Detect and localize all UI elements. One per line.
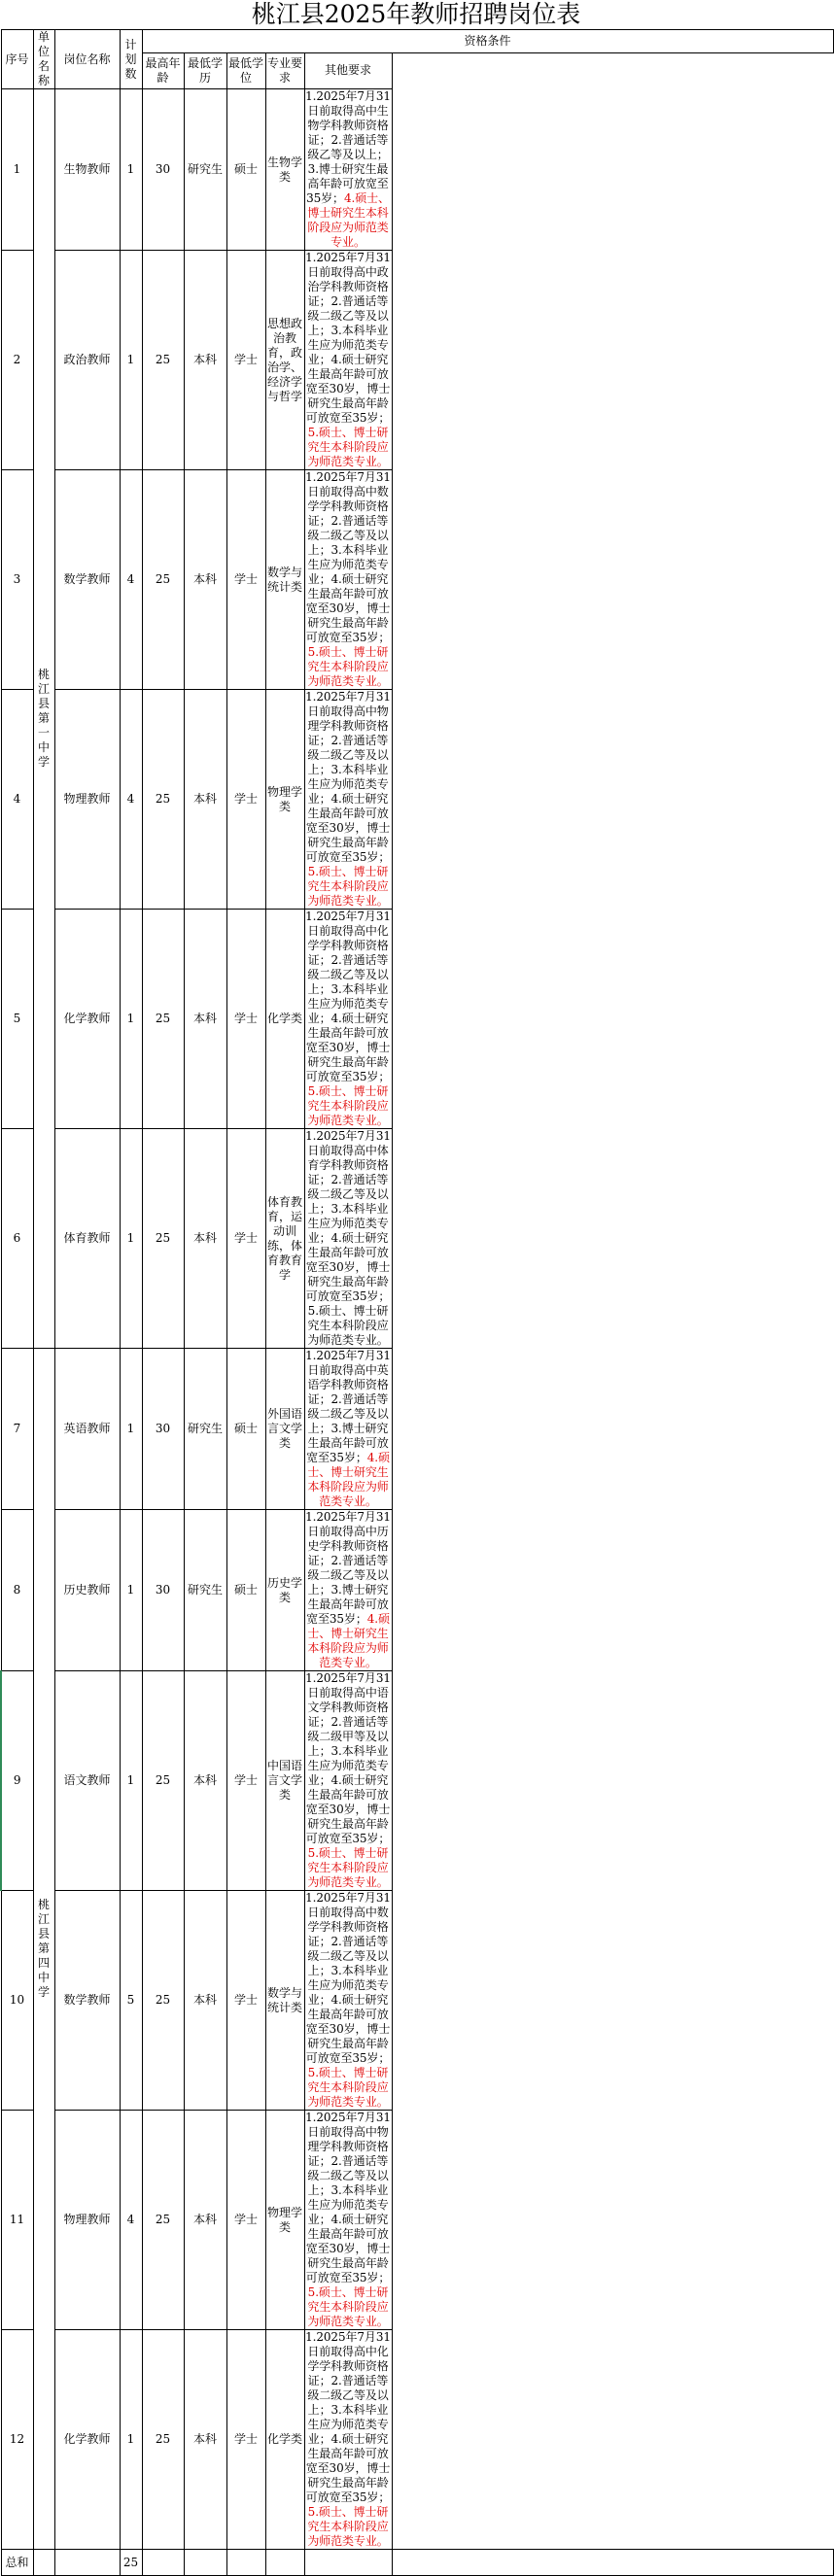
header-qualifications: 资格条件	[142, 30, 833, 53]
total-empty	[54, 2550, 120, 2576]
row-other-requirements	[304, 89, 392, 251]
total-plan: 25	[120, 2550, 142, 2576]
row-other-requirements	[304, 1891, 392, 2111]
other-requirements-highlight: 5.硕士、博士研究生本科阶段应为师范类专业。	[307, 1846, 389, 1889]
row-min-edu: 本科	[184, 2330, 226, 2550]
row-min-edu: 本科	[184, 2111, 226, 2330]
table-row	[1, 910, 833, 1129]
row-seq: 10	[1, 1891, 33, 2111]
row-plan: 1	[120, 910, 142, 1129]
total-empty	[33, 2550, 54, 2576]
row-other-requirements	[304, 2111, 392, 2330]
other-requirements-highlight: 4.硕士、博士研究生本科阶段应为师范类专业。	[307, 1451, 390, 1508]
row-seq: 9	[1, 1671, 33, 1891]
row-seq: 7	[1, 1349, 33, 1510]
header-major: 专业要求	[265, 52, 304, 88]
row-major: 化学类	[265, 2330, 304, 2550]
table-row	[1, 2111, 833, 2330]
row-max-age: 25	[142, 1891, 184, 2111]
total-empty	[265, 2550, 304, 2576]
total-empty	[392, 2550, 833, 2576]
row-plan: 5	[120, 1891, 142, 2111]
other-requirements-highlight: 5.硕士、博士研究生本科阶段应为师范类专业。	[307, 426, 389, 468]
row-position: 生物教师	[54, 89, 120, 251]
total-empty	[184, 2550, 226, 2576]
row-major: 生物学类	[265, 89, 304, 251]
other-requirements-text: 1.2025年7月31日前取得高中历史学科教师资格证；2.普通话等级二级乙等及以上；3.博士研究生最高年龄可放宽至35岁；	[305, 1510, 391, 1626]
table-row	[1, 1671, 833, 1891]
table-row	[1, 470, 833, 690]
row-position: 数学教师	[54, 1891, 120, 2111]
row-other-requirements	[304, 1510, 392, 1671]
row-major: 物理学类	[265, 690, 304, 910]
row-major: 物理学类	[265, 2111, 304, 2330]
other-requirements-highlight: 4.硕士、博士研究生本科阶段应为师范类专业。	[307, 191, 390, 249]
row-major: 化学类	[265, 910, 304, 1129]
row-major: 中国语言文学类	[265, 1671, 304, 1891]
table-row	[1, 2330, 833, 2550]
row-max-age: 25	[142, 1671, 184, 1891]
other-requirements-text: 1.2025年7月31日前取得高中物理学科教师资格证；2.普通话等级二级乙等及以上；3.本科毕业生应为师范类专业；4.硕士研究生最高年龄可放宽至30岁，博士研究生最高年龄可放宽至35岁；	[305, 690, 391, 864]
row-max-age: 25	[142, 470, 184, 690]
other-requirements-text: 1.2025年7月31日前取得高中数学学科教师资格证；2.普通话等级二级乙等及以上；3.本科毕业生应为师范类专业；4.硕士研究生最高年龄可放宽至30岁，博士研究生最高年龄可放宽至35岁；	[305, 470, 391, 644]
row-other-requirements	[304, 690, 392, 910]
row-min-edu: 研究生	[184, 1349, 226, 1510]
row-seq: 4	[1, 690, 33, 910]
row-other-requirements	[304, 910, 392, 1129]
row-position: 物理教师	[54, 2111, 120, 2330]
row-plan: 1	[120, 1671, 142, 1891]
row-min-degree: 学士	[226, 470, 265, 690]
other-requirements-text: 1.2025年7月31日前取得高中英语学科教师资格证；2.普通话等级二级乙等及以上；3.博士研究生最高年龄可放宽至35岁；	[305, 1349, 391, 1464]
row-major: 数学与统计类	[265, 1891, 304, 2111]
row-other-requirements	[304, 251, 392, 470]
row-other-requirements	[304, 1129, 392, 1349]
row-major: 外国语言文学类	[265, 1349, 304, 1510]
table-row	[1, 690, 833, 910]
row-position: 物理教师	[54, 690, 120, 910]
other-requirements-text: 1.2025年7月31日前取得高中体育学科教师资格证；2.普通话等级二级乙等及以上；3.本科毕业生应为师范类专业；4.硕士研究生最高年龄可放宽至30岁，博士研究生最高年龄可放宽至35岁；5.硕士、博士研究生本科阶段应为师范类专业。	[305, 1129, 391, 1347]
other-requirements-highlight: 5.硕士、博士研究生本科阶段应为师范类专业。	[307, 2505, 389, 2548]
unit-name: 桃江县第一中学	[33, 89, 54, 1349]
row-min-degree: 硕士	[226, 89, 265, 251]
other-requirements-text: 1.2025年7月31日前取得高中数学学科教师资格证；2.普通话等级二级乙等及以上；3.本科毕业生应为师范类专业；4.硕士研究生最高年龄可放宽至30岁，博士研究生最高年龄可放宽至35岁；	[305, 1891, 391, 2065]
row-major: 历史学类	[265, 1510, 304, 1671]
other-requirements-text: 1.2025年7月31日前取得高中生物学科教师资格证；2.普通话等级乙等及以上；3.博士研究生最高年龄可放宽至35岁；	[305, 89, 391, 205]
header-max-age: 最高年龄	[142, 52, 184, 88]
row-min-edu: 本科	[184, 470, 226, 690]
row-plan: 1	[120, 2330, 142, 2550]
total-empty	[226, 2550, 265, 2576]
row-plan: 4	[120, 690, 142, 910]
other-requirements-highlight: 5.硕士、博士研究生本科阶段应为师范类专业。	[307, 1084, 389, 1127]
table-row	[1, 251, 833, 470]
row-other-requirements	[304, 470, 392, 690]
total-empty	[304, 2550, 392, 2576]
row-major: 思想政治教育，政治学、经济学与哲学	[265, 251, 304, 470]
header-min-edu: 最低学历	[184, 52, 226, 88]
recruitment-table	[0, 29, 834, 2576]
other-requirements-text: 1.2025年7月31日前取得高中物理学科教师资格证；2.普通话等级二级乙等及以上；3.本科毕业生应为师范类专业；4.硕士研究生最高年龄可放宽至30岁，博士研究生最高年龄可放宽至35岁；	[305, 2111, 391, 2284]
other-requirements-highlight: 5.硕士、博士研究生本科阶段应为师范类专业。	[307, 865, 389, 908]
row-seq: 5	[1, 910, 33, 1129]
row-position: 数学教师	[54, 470, 120, 690]
other-requirements-text: 1.2025年7月31日前取得高中化学学科教师资格证；2.普通话等级二级乙等及以上；3.本科毕业生应为师范类专业；4.硕士研究生最高年龄可放宽至30岁，博士研究生最高年龄可放宽至35岁；	[305, 2330, 391, 2504]
row-min-degree: 硕士	[226, 1349, 265, 1510]
row-min-degree: 学士	[226, 690, 265, 910]
row-min-degree: 学士	[226, 2330, 265, 2550]
header-other: 其他要求	[304, 52, 392, 88]
row-seq: 8	[1, 1510, 33, 1671]
header-min-degree: 最低学位	[226, 52, 265, 88]
row-max-age: 25	[142, 910, 184, 1129]
row-max-age: 30	[142, 89, 184, 251]
total-empty	[142, 2550, 184, 2576]
row-max-age: 25	[142, 1129, 184, 1349]
row-min-degree: 学士	[226, 1129, 265, 1349]
row-plan: 4	[120, 2111, 142, 2330]
row-plan: 4	[120, 470, 142, 690]
row-seq: 11	[1, 2111, 33, 2330]
table-row	[1, 1510, 833, 1671]
row-seq: 3	[1, 470, 33, 690]
row-min-edu: 研究生	[184, 1510, 226, 1671]
table-row	[1, 1349, 833, 1510]
table-row	[1, 1891, 833, 2111]
row-min-degree: 学士	[226, 251, 265, 470]
other-requirements-text: 1.2025年7月31日前取得高中政治学科教师资格证；2.普通话等级二级乙等及以上；3.本科毕业生应为师范类专业；4.硕士研究生最高年龄可放宽至30岁，博士研究生最高年龄可放宽至35岁；	[305, 251, 391, 425]
row-plan: 1	[120, 89, 142, 251]
row-min-degree: 学士	[226, 1891, 265, 2111]
row-plan: 1	[120, 1129, 142, 1349]
row-plan: 1	[120, 1510, 142, 1671]
table-row	[1, 1129, 833, 1349]
row-position: 体育教师	[54, 1129, 120, 1349]
row-seq: 2	[1, 251, 33, 470]
row-min-edu: 本科	[184, 690, 226, 910]
row-max-age: 25	[142, 690, 184, 910]
row-plan: 1	[120, 1349, 142, 1510]
row-max-age: 30	[142, 1510, 184, 1671]
other-requirements-text: 1.2025年7月31日前取得高中化学学科教师资格证；2.普通话等级二级乙等及以上；3.本科毕业生应为师范类专业；4.硕士研究生最高年龄可放宽至30岁，博士研究生最高年龄可放宽至35岁；	[305, 910, 391, 1083]
row-other-requirements	[304, 1349, 392, 1510]
row-min-degree: 学士	[226, 1671, 265, 1891]
page-title: 桃江县2025年教师招聘岗位表	[251, 0, 581, 28]
row-major: 体育教育，运动训练，体育教育学	[265, 1129, 304, 1349]
table-row	[1, 89, 833, 251]
row-position: 历史教师	[54, 1510, 120, 1671]
row-max-age: 25	[142, 2111, 184, 2330]
row-min-edu: 本科	[184, 1129, 226, 1349]
row-position: 英语教师	[54, 1349, 120, 1510]
other-requirements-highlight: 5.硕士、博士研究生本科阶段应为师范类专业。	[307, 2066, 389, 2109]
total-label: 总和	[1, 2550, 33, 2576]
row-plan: 1	[120, 251, 142, 470]
row-min-edu: 本科	[184, 910, 226, 1129]
row-major: 数学与统计类	[265, 470, 304, 690]
row-seq: 12	[1, 2330, 33, 2550]
total-row	[1, 2550, 833, 2576]
row-position: 化学教师	[54, 2330, 120, 2550]
row-min-edu: 本科	[184, 1891, 226, 2111]
row-max-age: 25	[142, 251, 184, 470]
row-other-requirements	[304, 1671, 392, 1891]
row-position: 政治教师	[54, 251, 120, 470]
row-other-requirements	[304, 2330, 392, 2550]
header-seq: 序号	[1, 30, 33, 89]
other-requirements-highlight: 4.硕士、博士研究生本科阶段应为师范类专业。	[307, 1612, 390, 1669]
row-max-age: 30	[142, 1349, 184, 1510]
row-min-degree: 学士	[226, 910, 265, 1129]
row-min-edu: 本科	[184, 1671, 226, 1891]
header-plan: 计划数	[120, 30, 142, 89]
row-seq: 1	[1, 89, 33, 251]
row-min-edu: 本科	[184, 251, 226, 470]
other-requirements-highlight: 5.硕士、博士研究生本科阶段应为师范类专业。	[307, 645, 389, 688]
row-min-degree: 学士	[226, 2111, 265, 2330]
other-requirements-text: 1.2025年7月31日前取得高中语文学科教师资格证；2.普通话等级二级甲等及以上；3.本科毕业生应为师范类专业；4.硕士研究生最高年龄可放宽至30岁，博士研究生最高年龄可放宽至35岁；	[305, 1671, 391, 1845]
row-min-degree: 硕士	[226, 1510, 265, 1671]
unit-name: 桃江县第四中学	[33, 1349, 54, 2550]
row-seq: 6	[1, 1129, 33, 1349]
other-requirements-highlight: 5.硕士、博士研究生本科阶段应为师范类专业。	[307, 2285, 389, 2328]
header-unit: 单位名称	[33, 30, 54, 89]
header-position: 岗位名称	[54, 30, 120, 89]
row-position: 化学教师	[54, 910, 120, 1129]
row-position: 语文教师	[54, 1671, 120, 1891]
row-min-edu: 研究生	[184, 89, 226, 251]
row-max-age: 25	[142, 2330, 184, 2550]
